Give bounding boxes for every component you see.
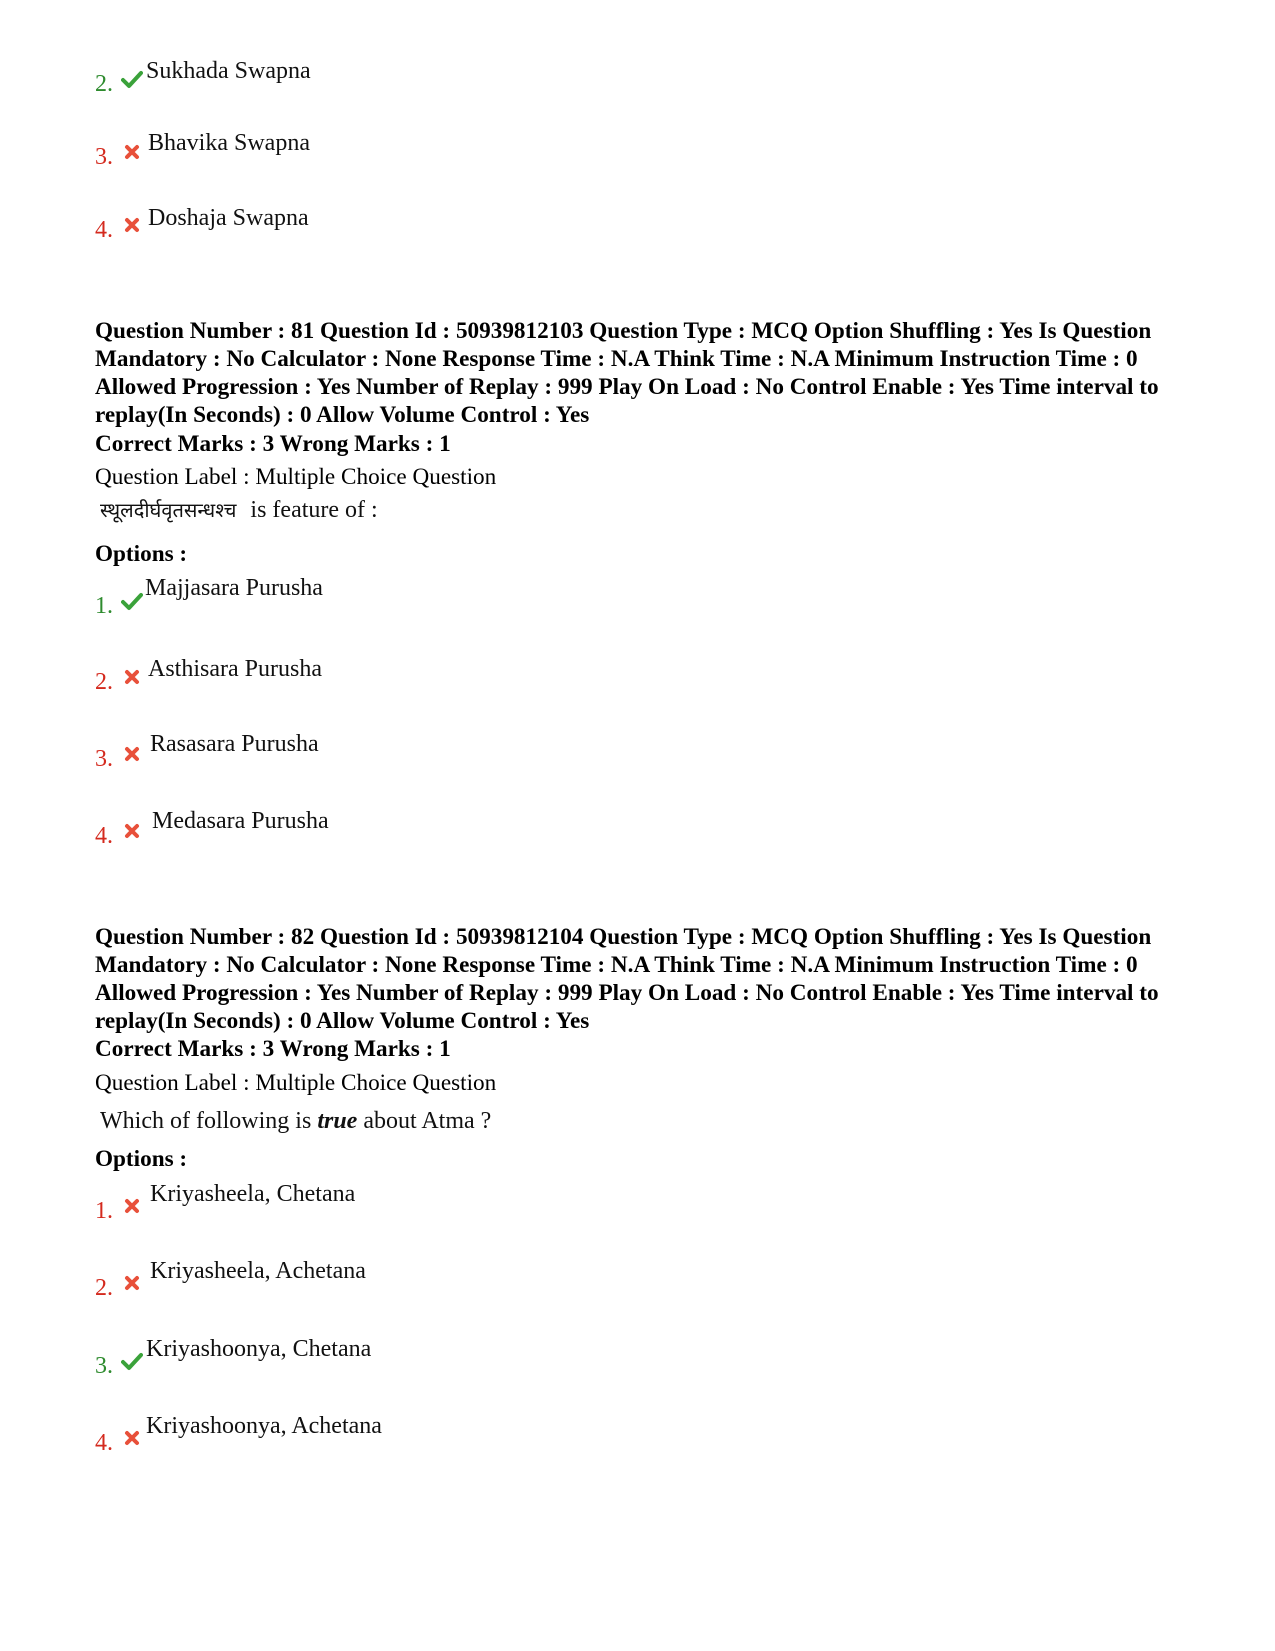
question-81-text-rest: is feature of : <box>250 497 378 523</box>
option-text: Bhavika Swapna <box>148 130 310 156</box>
option-text: Kriyasheela, Chetana <box>150 1181 356 1207</box>
cross-icon <box>121 1272 143 1294</box>
question-81-label: Question Label : Multiple Choice Question <box>95 464 497 490</box>
question-82-text-emphasis: true <box>317 1108 358 1134</box>
cross-icon <box>121 141 143 163</box>
option-number: 2. <box>95 71 113 97</box>
check-icon <box>121 68 143 90</box>
cross-icon <box>121 214 143 236</box>
option-text: Majjasara Purusha <box>145 575 323 601</box>
question-82-marks: Correct Marks : 3 Wrong Marks : 1 <box>95 1036 451 1062</box>
check-icon <box>121 590 143 612</box>
question-82-meta: Question Number : 82 Question Id : 50939812104 Question Type : MCQ Option Shuffling : Yes Is Question Mandatory : No Calculator : None Response Time : N.A Think Time : N.A Minimum Instruction Time : 0 Allowed Progression : Yes Number of Replay : 999 Play On Load : No Control Enable : Yes Time interval to replay(In Seconds) : 0 Allow Volume Control : Yes <box>95 924 1159 1034</box>
option-text: Medasara Purusha <box>152 808 329 834</box>
question-82-text-prefix: Which of following is <box>100 1108 312 1134</box>
option-text: Rasasara Purusha <box>150 731 319 757</box>
cross-icon <box>121 1427 143 1449</box>
option-text: Doshaja Swapna <box>148 205 309 231</box>
check-icon <box>121 1350 143 1372</box>
question-81-meta: Question Number : 81 Question Id : 50939812103 Question Type : MCQ Option Shuffling : Yes Is Question Mandatory : No Calculator : None Response Time : N.A Think Time : N.A Minimum Instruction Time : 0 Allowed Progression : Yes Number of Replay : 999 Play On Load : No Control Enable : Yes Time interval to replay(In Seconds) : 0 Allow Volume Control : Yes <box>95 318 1159 428</box>
cross-icon <box>121 820 143 842</box>
cross-icon <box>121 743 143 765</box>
option-text: Sukhada Swapna <box>146 58 311 84</box>
question-81-marks: Correct Marks : 3 Wrong Marks : 1 <box>95 431 451 457</box>
option-number: 2. <box>95 669 113 695</box>
option-text: Kriyashoonya, Achetana <box>146 1413 382 1439</box>
option-number: 2. <box>95 1275 113 1301</box>
option-text: Kriyasheela, Achetana <box>150 1258 366 1284</box>
option-text: Kriyashoonya, Chetana <box>146 1336 372 1362</box>
option-number: 1. <box>95 593 113 619</box>
option-number: 3. <box>95 746 113 772</box>
question-81-text <box>100 496 378 524</box>
question-82-options-heading: Options : <box>95 1146 188 1172</box>
option-text: Asthisara Purusha <box>148 656 322 682</box>
option-number: 3. <box>95 1353 113 1379</box>
question-82-label: Question Label : Multiple Choice Question <box>95 1070 497 1096</box>
option-number: 4. <box>95 217 113 243</box>
option-number: 4. <box>95 1430 113 1456</box>
question-81-sanskrit: स्थूलदीर्घवृतसन्धश्च <box>100 498 237 522</box>
question-82-text-suffix: about Atma ? <box>363 1108 492 1134</box>
cross-icon <box>121 1195 143 1217</box>
option-number: 1. <box>95 1198 113 1224</box>
option-number: 3. <box>95 144 113 170</box>
question-82-text <box>100 1107 491 1135</box>
cross-icon <box>121 666 143 688</box>
question-81-options-heading: Options : <box>95 541 188 567</box>
option-number: 4. <box>95 823 113 849</box>
